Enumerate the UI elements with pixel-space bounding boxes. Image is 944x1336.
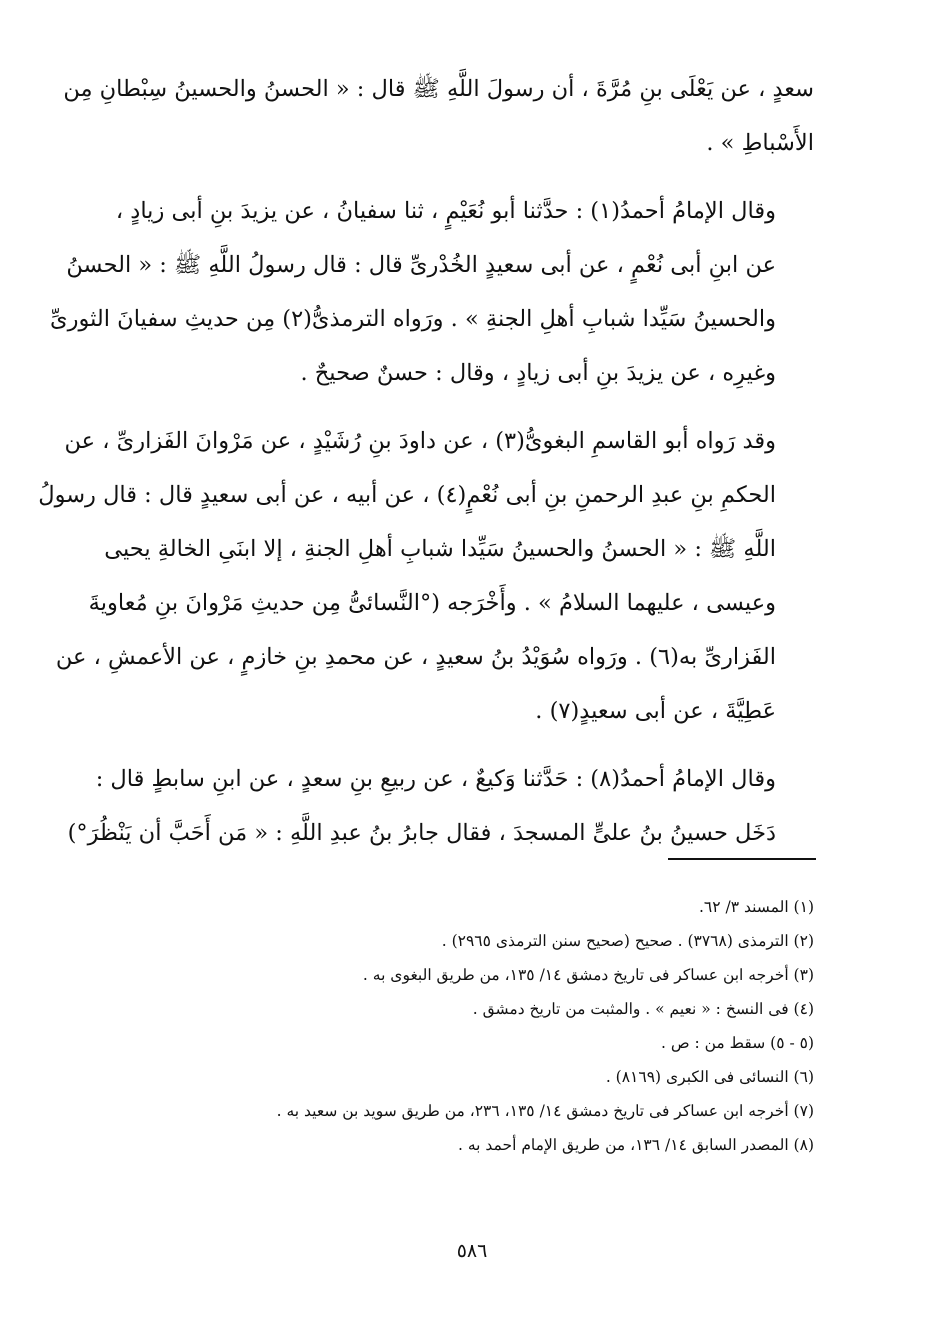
text-line: الفَزارىِّ به(٦) . ورَواه سُوَيْدُ بنُ سعيدٍ ، عن محمدِ بنِ خازمٍ ، عن الأعمشِ ، عن	[55, 644, 776, 670]
page-number: ٥٨٦	[456, 1240, 488, 1262]
footnote-6: (٦) النسائى فى الكبرى (٨١٦٩) .	[605, 1068, 814, 1086]
main-text	[38, 62, 814, 874]
paragraph-2	[50, 184, 814, 400]
footnote-8: (٨) المصدر السابق ١٤/ ١٣٦، من طريق الإمام أحمد به .	[458, 1136, 814, 1154]
footnote-1: (١) المسند ٣/ ٦٢.	[698, 898, 814, 916]
paragraph-4	[67, 752, 814, 860]
footnotes	[102, 890, 814, 1162]
text-line: عَطِيَّةَ ، عن أبى سعيدٍ(٧) .	[535, 698, 776, 724]
text-line: الحكمِ بنِ عبدِ الرحمنِ بنِ أبى نُعْمٍ(٤) ، عن أبيه ، عن أبى سعيدٍ قال : قال رسولُ	[38, 482, 776, 508]
footnote-4: (٤) فى النسخ : « نعيم » . والمثبت من تاريخ دمشق .	[472, 1000, 814, 1018]
text-line: وغيرِه ، عن يزيدَ بنِ أبى زيادٍ ، وقال : حسنٌ صحيحٌ .	[300, 360, 776, 386]
text-line: سعدٍ ، عن يَعْلَى بنِ مُرَّةَ ، أن رسولَ اللَّهِ ﷺ قال : « الحسنُ والحسينُ سِبْطانِ مِن	[63, 76, 814, 102]
text-line: وقد رَواه أبو القاسمِ البغوىُّ(٣) ، عن داودَ بنِ رُشَيْدٍ ، عن مَرْوانَ الفَزارىِّ ، عن	[64, 428, 776, 454]
footnote-separator	[668, 858, 816, 860]
text-line: اللَّهِ ﷺ : « الحسنُ والحسينُ سَيِّدا شبابِ أهلِ الجنةِ ، إلا ابنَىِ الخالةِ يحيى	[104, 536, 776, 562]
paragraph-3	[38, 414, 814, 738]
footnote-3: (٣) أخرجه ابن عساكر فى تاريخ دمشق ١٤/ ١٣٥، من طريق البغوى به .	[362, 966, 814, 984]
text-line: الأَسْباطِ » .	[706, 130, 814, 156]
text-line: وقال الإمامُ أحمدُ(٨) : حَدَّثنا وَكيعٌ ، عن ربيعِ بنِ سعدٍ ، عن ابنِ سابطٍ قال :	[95, 766, 776, 792]
text-line: وعيسى ، عليهما السلامُ » . وأَخْرَجه (°النَّسائىُّ مِن حديثِ مَرْوانَ بنِ مُعاويةَ	[88, 590, 776, 616]
text-line: دَخَل حسينُ بنُ علىٍّ المسجدَ ، فقال جابرُ بنُ عبدِ اللَّهِ : « مَن أَحَبَّ أن يَنْظُرَ°)	[67, 820, 776, 846]
paragraph-1	[63, 62, 814, 170]
text-line: والحسينُ سَيِّدا شبابِ أهلِ الجنةِ » . ورَواه الترمذىُّ(٢) مِن حديثِ سفيانَ الثورىِّ	[50, 306, 776, 332]
text-line: عن ابنِ أبى نُعْمٍ ، عن أبى سعيدٍ الخُدْرىِّ قال : قال رسولُ اللَّهِ ﷺ : « الحسنُ	[66, 252, 776, 278]
footnote-5: (٥ - ٥) سقط من : ص .	[660, 1034, 814, 1052]
text-line: وقال الإمامُ أحمدُ(١) : حدَّثنا أبو نُعَيْمٍ ، ثنا سفيانُ ، عن يزيدَ بنِ أبى زيادٍ ،	[115, 198, 776, 224]
footnote-2: (٢) الترمذى (٣٧٦٨) . صحيح (صحيح سنن الترمذى ٢٩٦٥) .	[441, 932, 814, 950]
footnote-7: (٧) أخرجه ابن عساكر فى تاريخ دمشق ١٤/ ١٣٥، ٢٣٦، من طريق سويد بن سعيد به .	[276, 1102, 814, 1120]
